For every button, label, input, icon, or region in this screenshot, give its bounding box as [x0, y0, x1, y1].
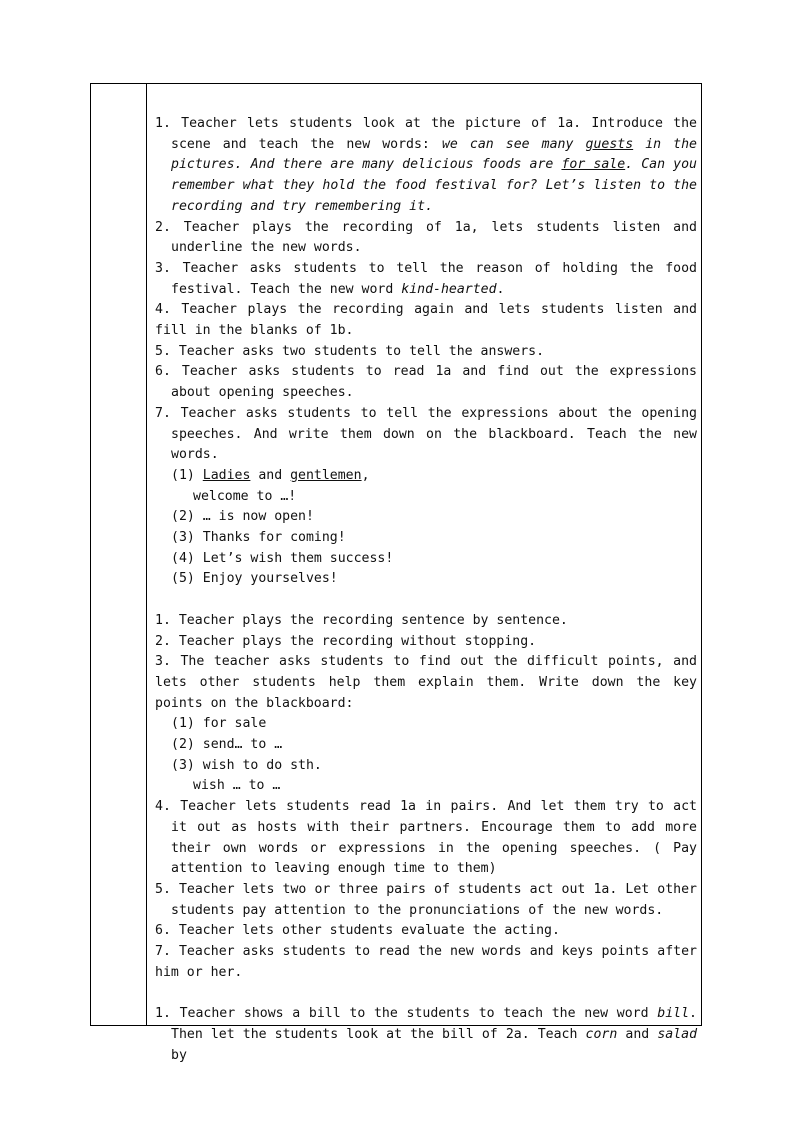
step-1-5: 5. Teacher asks two students to tell the answers. — [155, 343, 545, 359]
spacer — [155, 984, 697, 1005]
step-1-6: 6. Teacher asks students to read 1a and find out the expressions about opening speeches. — [155, 364, 697, 401]
expression-3: (3) Thanks for coming! — [171, 530, 346, 546]
step-2-7: 7. Teacher asks students to read the new words and keys points after him or her. — [155, 944, 697, 980]
content-cell — [155, 114, 697, 1066]
step-2-5: 5. Teacher lets two or three pairs of students act out 1a. Let other students pay attention to the pronunciations of the new words. — [155, 882, 697, 918]
expression-1: (1) Ladies and gentlemen, — [171, 467, 370, 483]
step-2-3: 3. The teacher asks students to find out the difficult points, and lets other students help them explain them. Write down the key points on the blackboard: — [155, 654, 697, 711]
expression-5: (5) Enjoy yourselves! — [171, 571, 338, 587]
step-2-2: 2. Teacher plays the recording without stopping. — [155, 633, 537, 649]
step-1-2: 2. Teacher plays the recording of 1a, lets students listen and underline the new words. — [155, 219, 697, 256]
key-point-3b: wish … to … — [193, 778, 281, 794]
step-3-1: 1. Teacher shows a bill to the students to teach the new word bill. Then let the students look at the bill of 2a. Teach corn and salad by — [155, 1006, 698, 1063]
step-2-6: 6. Teacher lets other students evaluate the acting. — [155, 923, 560, 939]
step-2-4: 4. Teacher lets students read 1a in pairs. And let them try to act it out as hosts with their partners. Encourage them to add more their own words or expressions in the opening speeches. ( Pay attention to leaving enough time to them) — [155, 799, 697, 877]
key-point-2: (2) send… to … — [171, 737, 283, 753]
left-column — [91, 84, 147, 1025]
spacer — [155, 590, 697, 611]
key-point-1: (1) for sale — [171, 716, 267, 732]
key-point-3: (3) wish to do sth. — [171, 757, 322, 773]
expression-2: (2) … is now open! — [171, 509, 314, 525]
step-1-7: 7. Teacher asks students to tell the expressions about the opening speeches. And write them down on the blackboard. Teach the new words. — [155, 405, 697, 463]
expression-4: (4) Let’s wish them success! — [171, 550, 394, 566]
lesson-table — [90, 83, 702, 1063]
step-1-3: 3. Teacher asks students to tell the reason of holding the food festival. Teach the new word kind-hearted. — [155, 260, 697, 297]
step-1-1: 1. Teacher lets students look at the picture of 1a. Introduce the scene and teach the new words: we can see many guests in the pictures. And there are many delicious foods are for sale. Can you remember what they hold the food festival for? Let’s listen to the recording and try remembering it. — [155, 116, 697, 214]
step-2-1: 1. Teacher plays the recording sentence by sentence. — [155, 612, 568, 628]
step-1-4: 4. Teacher plays the recording again and lets students listen and fill in the blanks of 1b. — [155, 302, 697, 339]
expression-1b: welcome to …! — [193, 488, 297, 504]
